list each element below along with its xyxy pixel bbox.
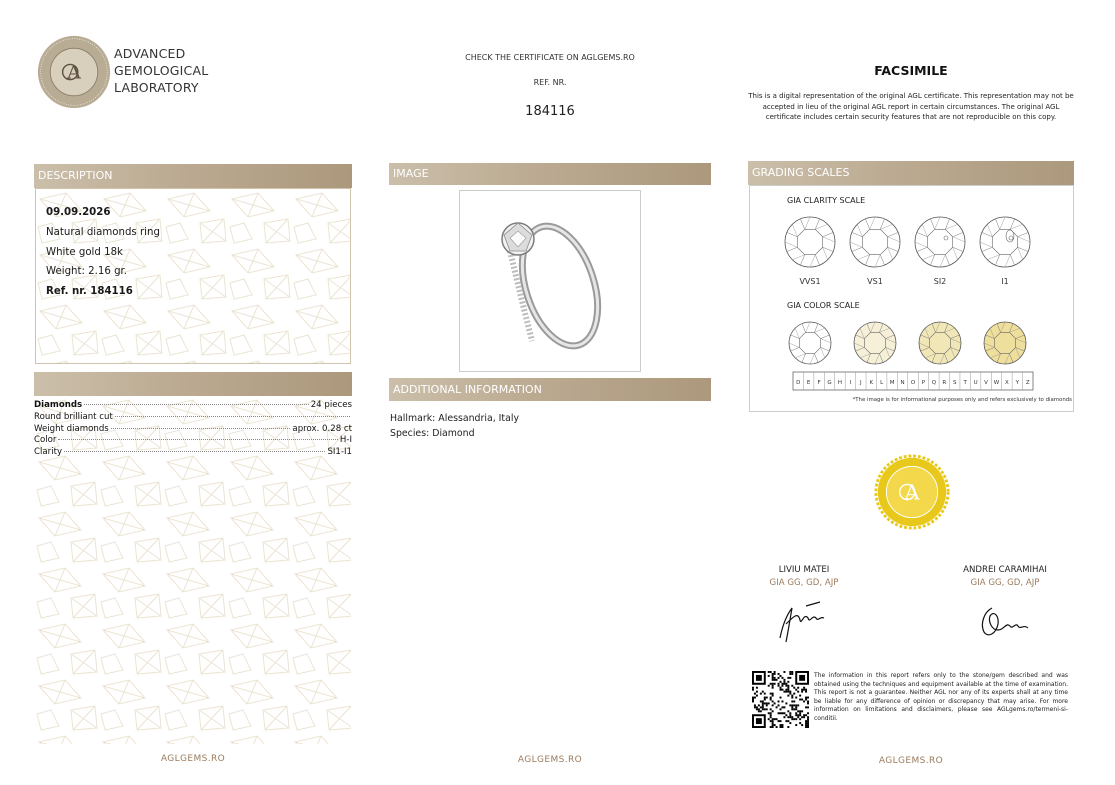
color-letter: J: [860, 380, 862, 386]
description-ref: Ref. nr. 184116: [46, 286, 133, 298]
footer-link-3[interactable]: AGLGEMS.RO: [878, 756, 944, 766]
gold-seal-icon: [874, 454, 950, 530]
color-letter: L: [880, 380, 884, 386]
grading-scales-header: GRADING SCALES: [748, 161, 1074, 185]
brand-name: [114, 45, 208, 96]
diamond-row: [34, 435, 352, 447]
color-diamond-3: [984, 322, 1026, 364]
color-letter: Q: [931, 380, 937, 386]
diamond-row-label: Clarity: [34, 447, 63, 458]
diamond-row-value: aprox. 0.28 ct: [292, 423, 352, 434]
diamond-row-value: H-I: [339, 435, 352, 446]
signatory-2-name: ANDREI CARAMIHAI: [963, 565, 1047, 575]
brand-line-2: GEMOLOGICAL: [114, 63, 209, 78]
color-letter: D: [796, 380, 801, 386]
hallmark-text: Hallmark: Alessandria, Italy: [390, 413, 519, 424]
clarity-diamond-3: [980, 217, 1030, 267]
signatory-1-name: LIVIU MATEI: [778, 565, 830, 575]
dot-leader: [111, 428, 291, 429]
color-letter: K: [869, 380, 874, 386]
color-letter: N: [900, 380, 905, 386]
clarity-label: SI2: [933, 277, 947, 286]
ref-label: REF. NR.: [533, 78, 567, 87]
description-text: [46, 203, 160, 302]
clarity-scale-diagram: [780, 212, 1050, 292]
diamond-row-label: Diamonds: [34, 400, 83, 410]
clarity-scale-title: GIA CLARITY SCALE: [787, 196, 866, 205]
image-header: IMAGE: [389, 163, 711, 185]
color-letter: O: [910, 380, 916, 386]
color-letter: W: [993, 380, 1000, 386]
color-diamond-2: [919, 322, 961, 364]
color-letter: V: [984, 380, 988, 386]
description-line-3: Weight: 2.16 gr.: [46, 266, 128, 278]
dot-leader: [115, 416, 350, 417]
additional-info-header: ADDITIONAL INFORMATION: [389, 378, 711, 401]
ref-value: 184116: [525, 104, 575, 119]
description-date: 09.09.2026: [46, 207, 111, 218]
clarity-label: VVS1: [799, 277, 821, 286]
color-diamond-0: [789, 322, 831, 364]
check-certificate-text: CHECK THE CERTIFICATE ON AGLGEMS.RO: [465, 53, 635, 62]
description-line-2: White gold 18k: [46, 246, 123, 258]
color-letter: E: [806, 380, 811, 386]
clarity-diamond-1: [850, 217, 900, 267]
color-scale-title: GIA COLOR SCALE: [787, 301, 860, 310]
diamond-row-label: Color: [34, 435, 57, 446]
color-letter: T: [963, 380, 967, 386]
color-letter: Y: [1015, 380, 1020, 386]
color-letter: X: [1005, 380, 1009, 386]
agl-seal-logo: [36, 34, 112, 110]
ring-image: [460, 191, 640, 371]
diamond-row-label: Weight diamonds: [34, 423, 109, 434]
species-text: Species: Diamond: [390, 427, 475, 439]
color-letter: S: [952, 380, 957, 386]
dot-leader: [58, 439, 337, 440]
clarity-label: I1: [1001, 277, 1009, 286]
diamond-row: [34, 447, 352, 459]
qr-code-icon: [752, 671, 809, 728]
diamond-row-label: Round brilliant cut: [34, 411, 113, 422]
color-letter: H: [837, 380, 843, 386]
diamonds-header-bar: [34, 372, 352, 396]
grading-note: *The image is for informational purposes only and refers exclusively to diamonds: [852, 397, 1072, 403]
diamond-row-value: 24 pieces: [310, 400, 352, 410]
footer-link-1[interactable]: AGLGEMS.RO: [160, 754, 226, 764]
svg-text:A: A: [904, 480, 920, 505]
diamonds-table: [34, 400, 352, 459]
clarity-diamond-0: [785, 217, 835, 267]
diamond-row: [34, 412, 352, 424]
footer-link-2[interactable]: AGLGEMS.RO: [517, 755, 583, 765]
color-letter: I: [849, 380, 852, 386]
color-letter: P: [921, 380, 926, 386]
signature-1-image: [776, 598, 836, 646]
color-letter: Z: [1025, 380, 1030, 386]
diamond-row-value: SI1-I1: [327, 447, 352, 458]
dot-leader: [64, 451, 325, 452]
color-letter: R: [942, 380, 947, 386]
description-line-1: Natural diamonds ring: [46, 226, 160, 238]
description-header: DESCRIPTION: [34, 164, 352, 188]
color-letter: G: [827, 380, 832, 386]
diamond-row: [34, 424, 352, 436]
dot-leader: [84, 404, 309, 405]
disclaimer-text: The information in this report refers only to the stone/gem described and was obtained using the techniques and equipment available at the time of examination. This report is not a guarantee. Neither AGL nor any of its experts shall at any time be liable for any difference of opinion or discrepancy that may arise. For more information on limitations and disclaimers, please see AGLgems.ro/termeni-si-conditii.: [814, 672, 1068, 722]
additional-info-text: [390, 412, 519, 441]
ring-image-frame: [459, 190, 641, 372]
clarity-diamond-2: [915, 217, 965, 267]
facsimile-text: This is a digital representation of the original AGL certificate. This representation may not be accepted in lieu of the original AGL report in certain circumstances. The original AGL certificate includes certain security features that are not reproducible on this copy.: [748, 92, 1074, 121]
signature-2-image: [976, 600, 1032, 644]
brand-line-1: ADVANCED: [114, 46, 186, 61]
facsimile-title: FACSIMILE: [874, 63, 948, 78]
color-letter: U: [973, 380, 978, 386]
brand-line-3: LABORATORY: [114, 80, 199, 95]
signatory-2-title: GIA GG, GD, AJP: [970, 578, 1040, 588]
color-letter: F: [817, 380, 821, 386]
clarity-label: VS1: [867, 277, 883, 286]
signatory-1-title: GIA GG, GD, AJP: [769, 578, 839, 588]
color-letter: M: [889, 380, 895, 386]
color-diamond-1: [854, 322, 896, 364]
color-scale-diagram: [780, 316, 1050, 376]
svg-text:A: A: [67, 61, 81, 84]
color-letter-scale: [792, 370, 1036, 392]
diamond-row: [34, 400, 352, 412]
